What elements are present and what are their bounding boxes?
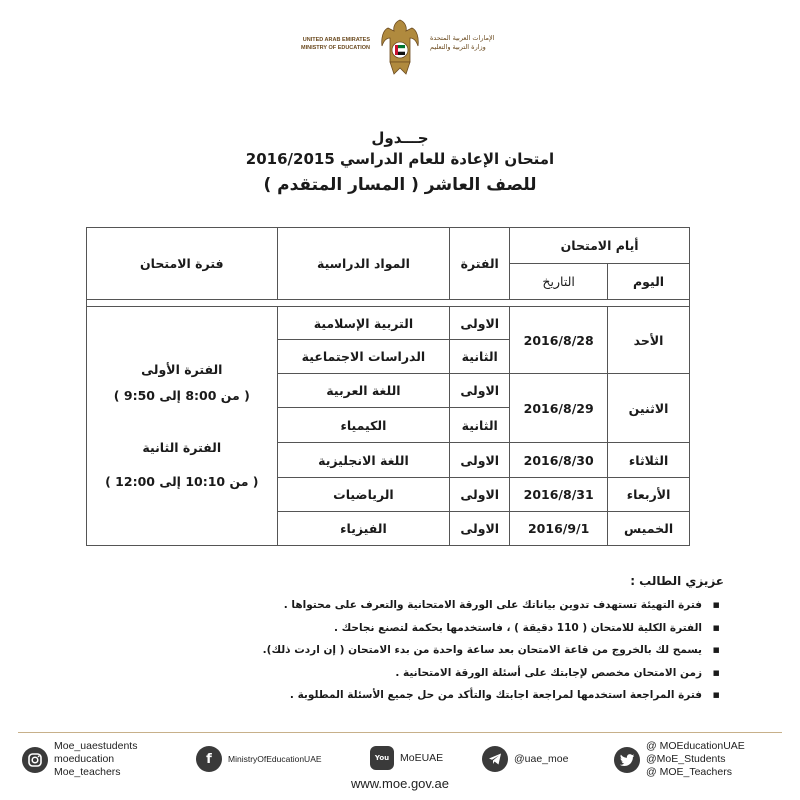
- telegram-handle[interactable]: @uae_moe: [514, 752, 569, 765]
- period-cell: الثانية: [450, 340, 510, 374]
- twitter-block: [614, 740, 745, 779]
- table-row: [87, 307, 690, 340]
- title-exam: امتحان الإعادة للعام الدراسي 2016/2015: [245, 150, 555, 168]
- period-cell: الاولى: [450, 478, 510, 512]
- period-cell: الاولى: [450, 374, 510, 408]
- first-period-time: ( من 8:00 إلى 9:50 ): [113, 388, 250, 403]
- instagram-block: [22, 740, 137, 779]
- list-item: ▪ يسمح لك بالخروج من قاعة الامتحان بعد ساعة واحدة من بدء الامتحان ( إن اردت ذلك).: [60, 639, 702, 662]
- period-cell: الاولى: [450, 307, 510, 340]
- header-exam-days: أيام الامتحان: [510, 228, 690, 264]
- spacer-cell: [87, 300, 690, 307]
- ministry-ar-line2: وزارة التربية والتعليم: [430, 43, 486, 51]
- twitter-handle[interactable]: @ MOE_Teachers: [646, 766, 732, 778]
- twitter-icon: [614, 747, 640, 773]
- second-period-label: الفترة الثانية: [142, 440, 222, 455]
- document-titles: [100, 128, 700, 200]
- subject-cell: الكيمياء: [277, 408, 450, 443]
- student-notes: [60, 574, 724, 707]
- date-cell: 2016/9/1: [510, 512, 608, 546]
- list-item: ▪ زمن الامتحان مخصص لإجابتك على أسئلة الورقة الامتحانية .: [60, 662, 702, 685]
- subject-cell: التربية الإسلامية: [277, 307, 450, 340]
- header-exam-period: فترة الامتحان: [87, 228, 278, 300]
- exam-period-info-cell: [87, 307, 278, 546]
- subject-cell: الدراسات الاجتماعية: [277, 340, 450, 374]
- youtube-icon: You: [370, 746, 394, 770]
- day-cell: الاثنين: [608, 374, 690, 443]
- list-item: ▪ فترة المراجعة استخدمها لمراجعة اجابتك والتأكد من حل جميع الأسئلة المطلوبة .: [60, 684, 702, 707]
- date-cell: 2016/8/28: [510, 307, 608, 374]
- period-cell: الثانية: [450, 408, 510, 443]
- facebook-handle[interactable]: MinistryOfEducationUAE: [228, 753, 322, 764]
- instagram-handle[interactable]: moeducation: [54, 753, 115, 765]
- ministry-name-ar: [430, 34, 530, 52]
- instagram-handle[interactable]: Moe_uaestudents: [54, 740, 138, 752]
- footer-divider: [18, 732, 782, 733]
- exam-schedule-table: [86, 227, 690, 546]
- spacer-row: [87, 300, 690, 307]
- twitter-handles: [646, 740, 745, 779]
- date-cell: 2016/8/29: [510, 374, 608, 443]
- day-cell: الأربعاء: [608, 478, 690, 512]
- youtube-block: [370, 746, 443, 770]
- notes-list: [60, 594, 724, 707]
- list-item: ▪ فترة التهيئة تستهدف تدوين بياناتك على الورقة الامتحانية والتعرف على محتواها .: [60, 594, 702, 617]
- twitter-handle[interactable]: @MoE_Students: [646, 753, 726, 765]
- ministry-en-line2: MINISTRY OF EDUCATION: [301, 45, 370, 51]
- instagram-handle[interactable]: Moe_teachers: [54, 766, 121, 778]
- telegram-block: [482, 746, 568, 772]
- subject-cell: اللغة الانجليزية: [277, 443, 450, 478]
- subject-cell: الرياضيات: [277, 478, 450, 512]
- ministry-name-en: [282, 36, 370, 52]
- date-cell: 2016/8/30: [510, 443, 608, 478]
- second-period-time: ( من 10:10 إلى 12:00 ): [105, 474, 259, 489]
- ministry-ar-line1: الإمارات العربية المتحدة: [430, 34, 495, 42]
- website-link[interactable]: www.moe.gov.ae: [350, 776, 450, 791]
- notes-greeting: عزيزي الطالب :: [630, 574, 724, 588]
- date-cell: 2016/8/31: [510, 478, 608, 512]
- telegram-icon: [482, 746, 508, 772]
- facebook-icon: f: [196, 746, 222, 772]
- subject-cell: اللغة العربية: [277, 374, 450, 408]
- period-cell: الاولى: [450, 443, 510, 478]
- header-date: التاريخ: [510, 264, 608, 300]
- subject-cell: الفيزياء: [277, 512, 450, 546]
- day-cell: الخميس: [608, 512, 690, 546]
- uae-emblem-icon: [378, 18, 422, 80]
- facebook-block: [196, 746, 322, 772]
- ministry-en-line1: UNITED ARAB EMIRATES: [302, 37, 370, 43]
- title-schedule: جـــدول: [371, 129, 429, 147]
- day-cell: الأحد: [608, 307, 690, 374]
- instagram-icon: [22, 747, 48, 773]
- header-day: اليوم: [608, 264, 690, 300]
- youtube-handle[interactable]: MoEUAE: [400, 751, 444, 764]
- title-grade: للصف العاشر ( المسار المتقدم ): [263, 175, 537, 195]
- header-period: الفترة: [450, 228, 510, 300]
- list-item: ▪ الفترة الكلية للامتحان ( 110 دقيقة ) ، فاستخدمها بحكمة لتصنع نجاحك .: [60, 617, 702, 640]
- first-period-label: الفترة الأولى: [141, 362, 223, 377]
- instagram-handles: [54, 740, 137, 779]
- day-cell: الثلاثاء: [608, 443, 690, 478]
- header-subjects: المواد الدراسية: [277, 228, 450, 300]
- twitter-handle[interactable]: @ MOEducationUAE: [646, 740, 745, 752]
- period-cell: الاولى: [450, 512, 510, 546]
- header-row-1: [87, 228, 690, 264]
